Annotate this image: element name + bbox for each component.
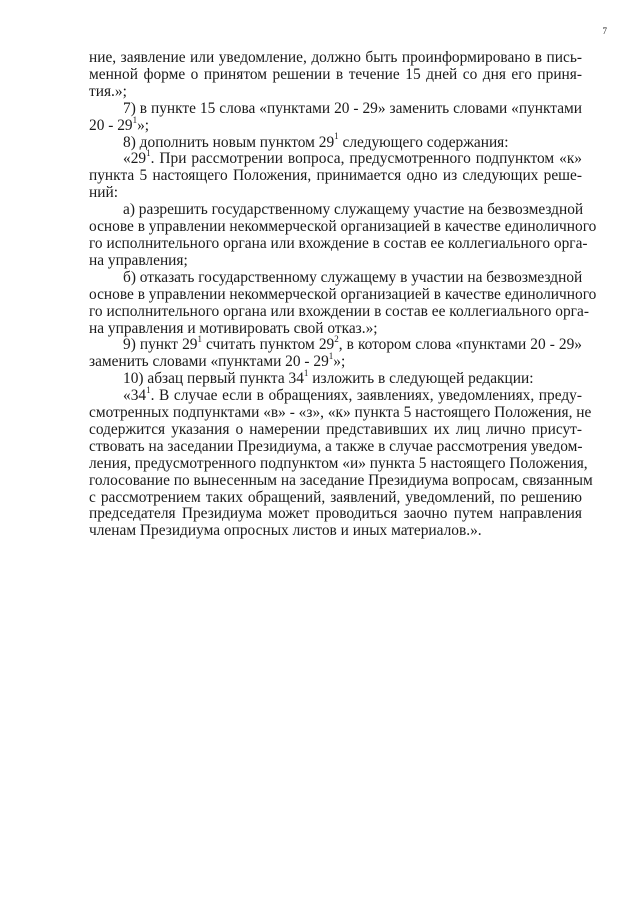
- text-line: [89, 302, 589, 321]
- text-run: ние, заявление или уведомление, должно быть проинформировано в пись-: [89, 49, 582, 66]
- text-line: [89, 368, 582, 388]
- text-line: [89, 218, 597, 236]
- text-line: [89, 168, 582, 185]
- text-run: считать пунктом 29: [201, 336, 335, 354]
- text-run: 20 - 29: [89, 116, 133, 134]
- text-line: [89, 422, 582, 439]
- superscript-index: 1: [146, 148, 151, 159]
- text-run: пункта 5 настоящего Положения, принимается одно из следующих реше-: [89, 167, 582, 185]
- superscript-index: 1: [132, 114, 138, 125]
- text-run: председателя Президиума может проводиться заочно путем направления: [89, 505, 582, 523]
- text-line: [89, 101, 582, 118]
- text-run: . В случае если в обращениях, заявлениях, уведомлениях, преду-: [150, 387, 582, 405]
- text-run: «34: [123, 387, 147, 405]
- text-run: а) разрешить государственному служащему участие на безвозмездной: [123, 201, 584, 219]
- text-run: , в котором слова «пунктами 20 - 29»: [338, 336, 582, 354]
- text-run: »;: [333, 353, 346, 371]
- superscript-index: 1: [303, 368, 309, 379]
- superscript-index: 1: [328, 351, 334, 362]
- text-line: [89, 334, 582, 354]
- text-run: следующего содержания:: [338, 133, 509, 151]
- text-line: [89, 439, 582, 456]
- text-run: изложить в следующей редакции:: [308, 370, 534, 388]
- text-line: [89, 253, 582, 270]
- text-line: [89, 50, 582, 67]
- text-line: [89, 285, 597, 304]
- text-line: [89, 84, 582, 101]
- text-run: 10) абзац первый пункта 34: [123, 370, 304, 388]
- superscript-index: 1: [197, 334, 202, 345]
- text-line: [89, 185, 582, 202]
- text-run: на управления;: [89, 251, 188, 269]
- text-run: 9) пункт 29: [123, 336, 198, 354]
- superscript-index: 1: [334, 131, 339, 142]
- text-line: [89, 385, 582, 405]
- page-number: 7: [602, 26, 607, 36]
- text-line: [89, 202, 582, 219]
- text-line: [89, 234, 588, 253]
- text-run: го исполнительного органа или вхождение в состав ее коллегиального орга-: [89, 234, 588, 252]
- text-run: ний:: [89, 184, 118, 202]
- text-line: [89, 490, 582, 507]
- text-run: членам Президиума опросных листов и иных материалов.».: [89, 522, 482, 540]
- text-line: [89, 454, 588, 473]
- text-run: менной форме о принятом решении в течение 15 дней со дня его приня-: [89, 65, 582, 83]
- text-line: [89, 67, 582, 84]
- superscript-index: 2: [334, 334, 339, 345]
- text-line: [89, 351, 582, 371]
- text-run: содержится указания о намерении представивших их лиц лично присут-: [89, 420, 582, 438]
- text-line: [89, 270, 582, 287]
- text-run: основе в управлении некоммерческой организацией в качестве единоличного: [89, 285, 597, 303]
- text-run: ствовать на заседании Президиума, а также в случае рассмотрения уведом-: [89, 437, 583, 455]
- text-run: »;: [137, 116, 150, 134]
- text-line: [89, 506, 582, 523]
- text-line: [89, 404, 592, 422]
- text-run: на управления и мотивировать свой отказ.»;: [89, 319, 378, 337]
- text-line: [89, 148, 582, 168]
- text-run: основе в управлении некоммерческой организацией в качестве единоличного: [89, 218, 597, 236]
- text-run: б) отказать государственному служащему в участии на безвозмездной: [123, 268, 583, 286]
- text-run: тия.»;: [89, 82, 127, 100]
- text-run: 7) в пункте 15 слова «пунктами 20 - 29» заменить словами «пунктами: [123, 99, 582, 117]
- text-run: с рассмотрением таких обращений, заявлений, уведомлений, по решению: [89, 488, 582, 506]
- document-body: [89, 49, 597, 540]
- text-run: смотренных подпунктами «в» - «з», «к» пункта 5 настоящего Положения, не: [89, 404, 592, 422]
- text-run: «29: [123, 150, 147, 168]
- text-run: голосование по вынесенным на заседание Президиума вопросам, связанным: [89, 471, 593, 489]
- superscript-index: 1: [146, 385, 151, 395]
- text-line: [89, 471, 593, 490]
- text-line: [89, 523, 582, 540]
- text-run: заменить словами «пунктами 20 - 29: [89, 353, 329, 371]
- text-run: . При рассмотрении вопроса, предусмотренного подпунктом «к»: [150, 150, 582, 168]
- text-run: 8) дополнить новым пунктом 29: [123, 133, 335, 151]
- text-run: го исполнительного органа или вхождении в состав ее коллегиального орга-: [89, 302, 589, 320]
- text-line: [89, 131, 582, 152]
- text-run: ления, предусмотренного подпунктом «и» пункта 5 настоящего Положения,: [89, 454, 588, 472]
